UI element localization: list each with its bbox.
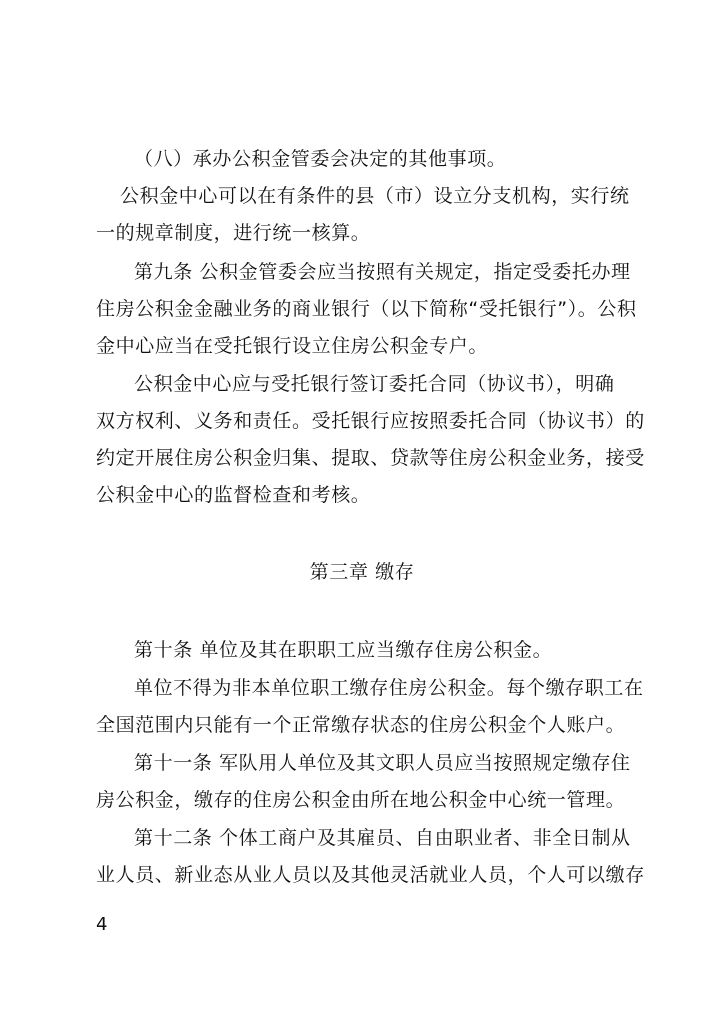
paragraph-line: 公积金中心应与受托银行签订委托合同（协议书），明确 xyxy=(134,373,615,395)
paragraph-line: 金中心应当在受托银行设立住房公积金专户。 xyxy=(96,335,489,357)
paragraph-line: 全国范围内只能有一个正常缴存状态的住房公积金个人账户。 xyxy=(96,714,626,736)
paragraph-line: 业人员、新业态从业人员以及其他灵活就业人员，个人可以缴存 xyxy=(96,864,645,886)
paragraph-line: 公积金中心可以在有条件的县（市）设立分支机构，实行统 xyxy=(120,185,630,207)
paragraph-line: 房公积金，缴存的住房公积金由所在地公积金中心统一管理。 xyxy=(96,789,626,811)
paragraph-line: 双方权利、义务和责任。受托银行应按照委托合同（协议书）的 xyxy=(96,410,645,432)
article-9-line: 第九条 公积金管委会应当按照有关规定，指定受委托办理 xyxy=(134,261,631,283)
article-10-line: 第十条 单位及其在职职工应当缴存住房公积金。 xyxy=(134,639,553,661)
article-12-line: 第十二条 个体工商户及其雇员、自由职业者、非全日制从 xyxy=(134,827,631,849)
paragraph-line: 公积金中心的监督检查和考核。 xyxy=(96,484,371,506)
paragraph-line: （八）承办公积金管委会决定的其他事项。 xyxy=(134,148,507,170)
article-11-line: 第十一条 军队用人单位及其文职人员应当按照规定缴存住 xyxy=(134,752,631,774)
paragraph-line: 住房公积金金融业务的商业银行（以下简称“受托银行”）。公积 xyxy=(96,298,637,320)
page-number: 4 xyxy=(96,914,108,935)
chapter-heading: 第三章 缴存 xyxy=(309,561,415,583)
paragraph-line: 单位不得为非本单位职工缴存住房公积金。每个缴存职工在 xyxy=(134,677,644,699)
paragraph-line: 一的规章制度，进行统一核算。 xyxy=(96,222,371,244)
paragraph-line: 约定开展住房公积金归集、提取、贷款等住房公积金业务，接受 xyxy=(96,447,645,469)
